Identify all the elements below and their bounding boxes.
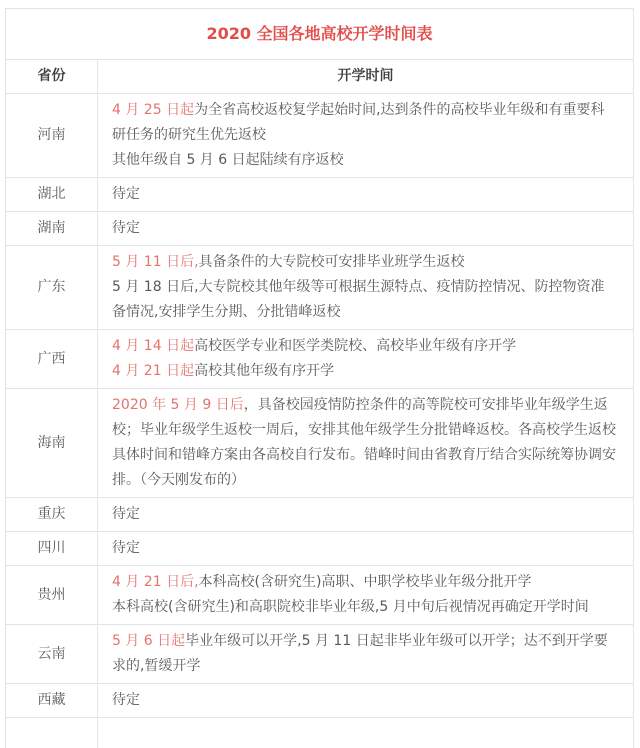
schedule-cell (98, 389, 634, 498)
schedule-paragraph (112, 250, 617, 275)
province-cell: 云南 (6, 625, 98, 684)
schedule-table (5, 8, 634, 748)
date-highlight: 4 月 25 日起 (112, 102, 195, 118)
table-row (6, 246, 634, 330)
schedule-cell (98, 566, 634, 625)
province-cell: 湖南 (6, 212, 98, 246)
schedule-text: 待定 (112, 540, 140, 556)
schedule-paragraph (112, 595, 617, 620)
table-row (6, 625, 634, 684)
schedule-paragraph (112, 570, 617, 595)
date-highlight: 2020 年 5 月 9 日后 (112, 397, 244, 413)
table-row (6, 212, 634, 246)
schedule-paragraph (112, 688, 617, 713)
schedule-text: 其他年级自 5 月 6 日起陆续有序返校 (112, 152, 344, 168)
schedule-paragraph (112, 334, 617, 359)
schedule-cell (98, 625, 634, 684)
schedule-paragraph (112, 536, 617, 561)
schedule-text: 待定 (112, 220, 140, 236)
header-row (6, 60, 634, 94)
province-cell: 广东 (6, 246, 98, 330)
schedule-text: 具备条件的大专院校可安排毕业班学生返校 (198, 254, 465, 270)
column-header-time: 开学时间 (98, 60, 634, 94)
date-highlight: 4 月 21 日后, (112, 574, 199, 590)
schedule-cell (98, 212, 634, 246)
table-row (6, 684, 634, 718)
schedule-paragraph (112, 98, 617, 148)
reopening-schedule-table (5, 8, 634, 748)
schedule-text: 毕业年级可以开学,5 月 11 日起非毕业年级可以开学；达不到开学要求的,暂缓开学 (112, 633, 608, 674)
schedule-cell (98, 94, 634, 178)
schedule-cell (98, 532, 634, 566)
schedule-paragraph (112, 148, 617, 173)
schedule-paragraph (112, 275, 617, 325)
schedule-cell (98, 178, 634, 212)
schedule-paragraph (112, 629, 617, 679)
date-highlight: 4 月 21 日起 (112, 363, 195, 379)
date-highlight: 4 月 14 日起 (112, 338, 195, 354)
date-highlight: 5 月 11 日后, (112, 254, 199, 270)
province-cell: 西藏 (6, 684, 98, 718)
province-cell (6, 718, 98, 748)
province-cell: 海南 (6, 389, 98, 498)
schedule-paragraph (112, 359, 617, 384)
province-cell: 重庆 (6, 498, 98, 532)
table-row (6, 389, 634, 498)
schedule-text: 高校其他年级有序开学 (194, 363, 335, 379)
table-row (6, 532, 634, 566)
date-highlight: 5 月 6 日起 (112, 633, 186, 649)
schedule-text: 待定 (112, 692, 140, 708)
province-cell: 四川 (6, 532, 98, 566)
province-cell: 湖北 (6, 178, 98, 212)
province-cell: 贵州 (6, 566, 98, 625)
table-row (6, 566, 634, 625)
schedule-paragraph (112, 393, 617, 493)
schedule-text: 高校医学专业和医学类院校、高校毕业年级有序开学 (194, 338, 517, 354)
schedule-text: ，具备校园疫情防控条件的高等院校可安排毕业年级学生返校；毕业年级学生返校一周后，安排其他年级学生分批错峰返校。各高校学生返校具体时间和错峰方案由各高校自行发布。错峰时间由省教育厅结合实际统筹协调安排。（今天刚发布的） (112, 397, 616, 488)
schedule-cell (98, 684, 634, 718)
table-body (6, 94, 634, 718)
schedule-paragraph (112, 502, 617, 527)
schedule-cell (98, 246, 634, 330)
schedule-cell (98, 498, 634, 532)
schedule-text: 本科高校(含研究生)和高职院校非毕业年级,5 月中旬后视情况再确定开学时间 (112, 599, 589, 615)
column-header-province: 省份 (6, 60, 98, 94)
schedule-text: 为全省高校返校复学起始时间,达到条件的高校毕业年级和有重要科研任务的研究生优先返校 (112, 102, 605, 143)
schedule-text: 待定 (112, 506, 140, 522)
partial-cutoff-row (6, 718, 634, 748)
schedule-cell (98, 330, 634, 389)
province-cell: 河南 (6, 94, 98, 178)
title-row (6, 9, 634, 60)
table-row (6, 94, 634, 178)
table-row (6, 178, 634, 212)
schedule-text: 待定 (112, 186, 140, 202)
schedule-cell (98, 718, 634, 748)
table-row (6, 498, 634, 532)
schedule-text: 5 月 18 日后,大专院校其他年级等可根据生源特点、疫情防控情况、防控物资准备情况,安排学生分期、分批错峰返校 (112, 279, 605, 320)
table-row (6, 330, 634, 389)
schedule-paragraph (112, 182, 617, 207)
province-cell: 广西 (6, 330, 98, 389)
schedule-paragraph (112, 216, 617, 241)
schedule-text: 本科高校(含研究生)高职、中职学校毕业年级分批开学 (198, 574, 532, 590)
page-title: 2020 全国各地高校开学时间表 (6, 9, 634, 60)
